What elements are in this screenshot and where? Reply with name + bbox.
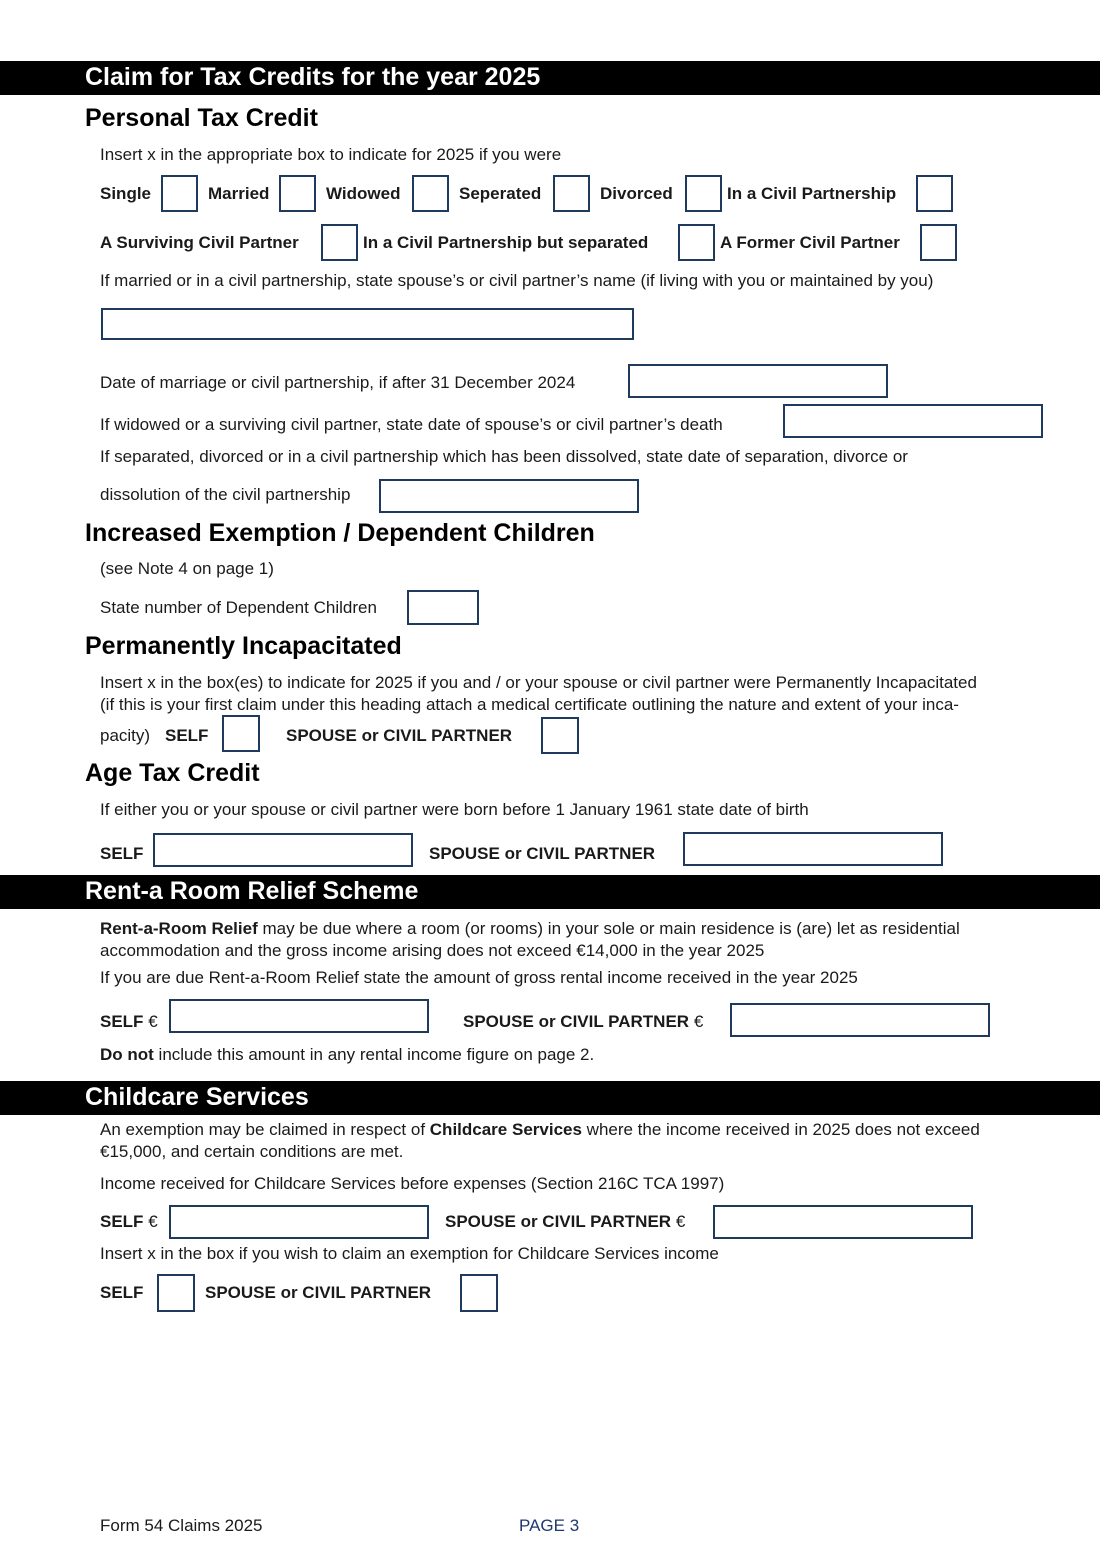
status-label-civil-partnership-separated: In a Civil Partnership but separated [363, 233, 649, 252]
rent-room-intro [100, 918, 1060, 962]
rent-room-self-currency: € [148, 1012, 158, 1031]
childcare-header-title: Childcare Services [85, 1083, 309, 1111]
rent-room-spouse-label: SPOUSE or CIVIL PARTNER [463, 1012, 690, 1031]
childcare-spouse-currency: € [675, 1212, 686, 1231]
rent-room-header-bar [0, 875, 1100, 909]
childcare-header-bar [0, 1081, 1100, 1115]
age-spouse-label: SPOUSE or CIVIL PARTNER [429, 844, 656, 863]
childcare-self-income-field[interactable] [169, 1205, 429, 1239]
rent-room-self-amount-field[interactable] [169, 999, 429, 1033]
incapacitated-line2: (if this is your first claim under this heading attach a medical certificate outlining the nature and extent of your inca- [100, 695, 959, 714]
childcare-intro-bold: Childcare Services [429, 1120, 582, 1139]
childcare-exemption-self-checkbox[interactable] [157, 1274, 195, 1312]
status-label-former-civil-partner: A Former Civil Partner [720, 233, 900, 252]
footer-form-name: Form 54 Claims 2025 [100, 1516, 263, 1535]
age-tax-credit-heading: Age Tax Credit [85, 759, 260, 787]
checkbox-civil-partnership[interactable] [916, 175, 953, 212]
rent-room-spouse-label-group [463, 1012, 703, 1032]
marriage-date-field[interactable] [628, 364, 888, 398]
separation-label-line1: If separated, divorced or in a civil partnership which has been dissolved, state date of separation, divorce or [100, 447, 908, 466]
status-label-civil-partnership: In a Civil Partnership [727, 184, 897, 203]
rent-room-note-text: include this amount in any rental income figure on page 2. [153, 1045, 595, 1064]
childcare-spouse-label-group [445, 1212, 685, 1232]
status-label-married: Married [208, 184, 270, 203]
incapacitated-line3: pacity) [100, 726, 151, 745]
incapacitated-self-label: SELF [165, 726, 209, 745]
age-spouse-dob-field[interactable] [683, 832, 943, 866]
childcare-intro [100, 1119, 1030, 1163]
incapacitated-spouse-label: SPOUSE or CIVIL PARTNER [286, 726, 513, 745]
childcare-self-label-group [100, 1212, 158, 1232]
marriage-date-label: Date of marriage or civil partnership, if after 31 December 2024 [100, 373, 576, 392]
status-label-single: Single [100, 184, 152, 203]
age-self-dob-field[interactable] [153, 833, 413, 867]
rent-room-spouse-currency: € [693, 1012, 704, 1031]
rent-room-intro-text: may be due where a room (or rooms) in your sole or main residence is (are) let as residential accommodation and the gross income arising does not exceed €14,000 in the year 2025 [100, 919, 960, 960]
checkbox-widowed[interactable] [412, 175, 449, 212]
death-date-label: If widowed or a surviving civil partner, state date of spouse’s or civil partner’s death [100, 415, 723, 434]
age-self-label: SELF [100, 844, 144, 863]
checkbox-divorced[interactable] [685, 175, 722, 212]
incapacitated-heading: Permanently Incapacitated [85, 632, 402, 660]
incapacitated-line1: Insert x in the box(es) to indicate for 2025 if you and / or your spouse or civil partner were Permanently Incapacitated [100, 673, 977, 692]
rent-room-amount-label: If you are due Rent-a-Room Relief state the amount of gross rental income received in the year 2025 [100, 968, 858, 987]
childcare-exemption-spouse-checkbox[interactable] [460, 1274, 498, 1312]
childcare-exemption-spouse-label: SPOUSE or CIVIL PARTNER [205, 1283, 432, 1302]
spouse-name-field[interactable] [101, 308, 634, 340]
personal-instruction: Insert x in the appropriate box to indicate for 2025 if you were [100, 145, 562, 164]
checkbox-single[interactable] [161, 175, 198, 212]
status-label-separated: Seperated [459, 184, 542, 203]
childcare-intro-pre: An exemption may be claimed in respect of [100, 1120, 430, 1139]
dependent-children-heading: Increased Exemption / Dependent Children [85, 519, 595, 547]
status-label-divorced: Divorced [600, 184, 673, 203]
section-header-bar [0, 61, 1100, 95]
checkbox-surviving-civil-partner[interactable] [321, 224, 358, 261]
childcare-exemption-label: Insert x in the box if you wish to claim an exemption for Childcare Services income [100, 1244, 719, 1263]
separation-date-field[interactable] [379, 479, 639, 513]
status-label-widowed: Widowed [326, 184, 401, 203]
rent-room-intro-bold: Rent-a-Room Relief [100, 919, 258, 938]
separation-label-line2: dissolution of the civil partnership [100, 485, 351, 504]
childcare-spouse-label: SPOUSE or CIVIL PARTNER [445, 1212, 672, 1231]
rent-room-note-bold: Do not [100, 1045, 154, 1064]
childcare-exemption-self-label: SELF [100, 1283, 144, 1302]
checkbox-married[interactable] [279, 175, 316, 212]
checkbox-former-civil-partner[interactable] [920, 224, 957, 261]
childcare-self-label: SELF [100, 1212, 144, 1231]
checkbox-separated[interactable] [553, 175, 590, 212]
rent-room-self-label-group [100, 1012, 158, 1032]
footer-page-number: PAGE 3 [519, 1516, 580, 1535]
rent-room-self-label: SELF [100, 1012, 144, 1031]
dependent-note: (see Note 4 on page 1) [100, 559, 274, 578]
checkbox-civil-partnership-separated[interactable] [678, 224, 715, 261]
death-date-field[interactable] [783, 404, 1043, 438]
personal-tax-credit-heading: Personal Tax Credit [85, 104, 318, 132]
incapacitated-self-checkbox[interactable] [222, 715, 260, 752]
dependent-number-label: State number of Dependent Children [100, 598, 377, 617]
incapacitated-spouse-checkbox[interactable] [541, 717, 579, 754]
childcare-spouse-income-field[interactable] [713, 1205, 973, 1239]
childcare-income-label: Income received for Childcare Services before expenses (Section 216C TCA 1997) [100, 1174, 725, 1193]
childcare-self-currency: € [148, 1212, 158, 1231]
rent-room-spouse-amount-field[interactable] [730, 1003, 990, 1037]
rent-room-note [100, 1045, 594, 1065]
dependent-number-field[interactable] [407, 590, 479, 625]
rent-room-header-title: Rent-a Room Relief Scheme [85, 877, 419, 905]
spouse-name-label: If married or in a civil partnership, state spouse’s or civil partner’s name (if living with you or maintained by you) [100, 271, 934, 290]
claim-header-title: Claim for Tax Credits for the year 2025 [85, 63, 541, 91]
status-label-surviving-civil-partner: A Surviving Civil Partner [100, 233, 299, 252]
age-instruction: If either you or your spouse or civil partner were born before 1 January 1961 state date of birth [100, 800, 809, 819]
childcare-intro-post: where the income received in 2025 does not exceed €15,000, and certain conditions are met. [100, 1120, 980, 1161]
